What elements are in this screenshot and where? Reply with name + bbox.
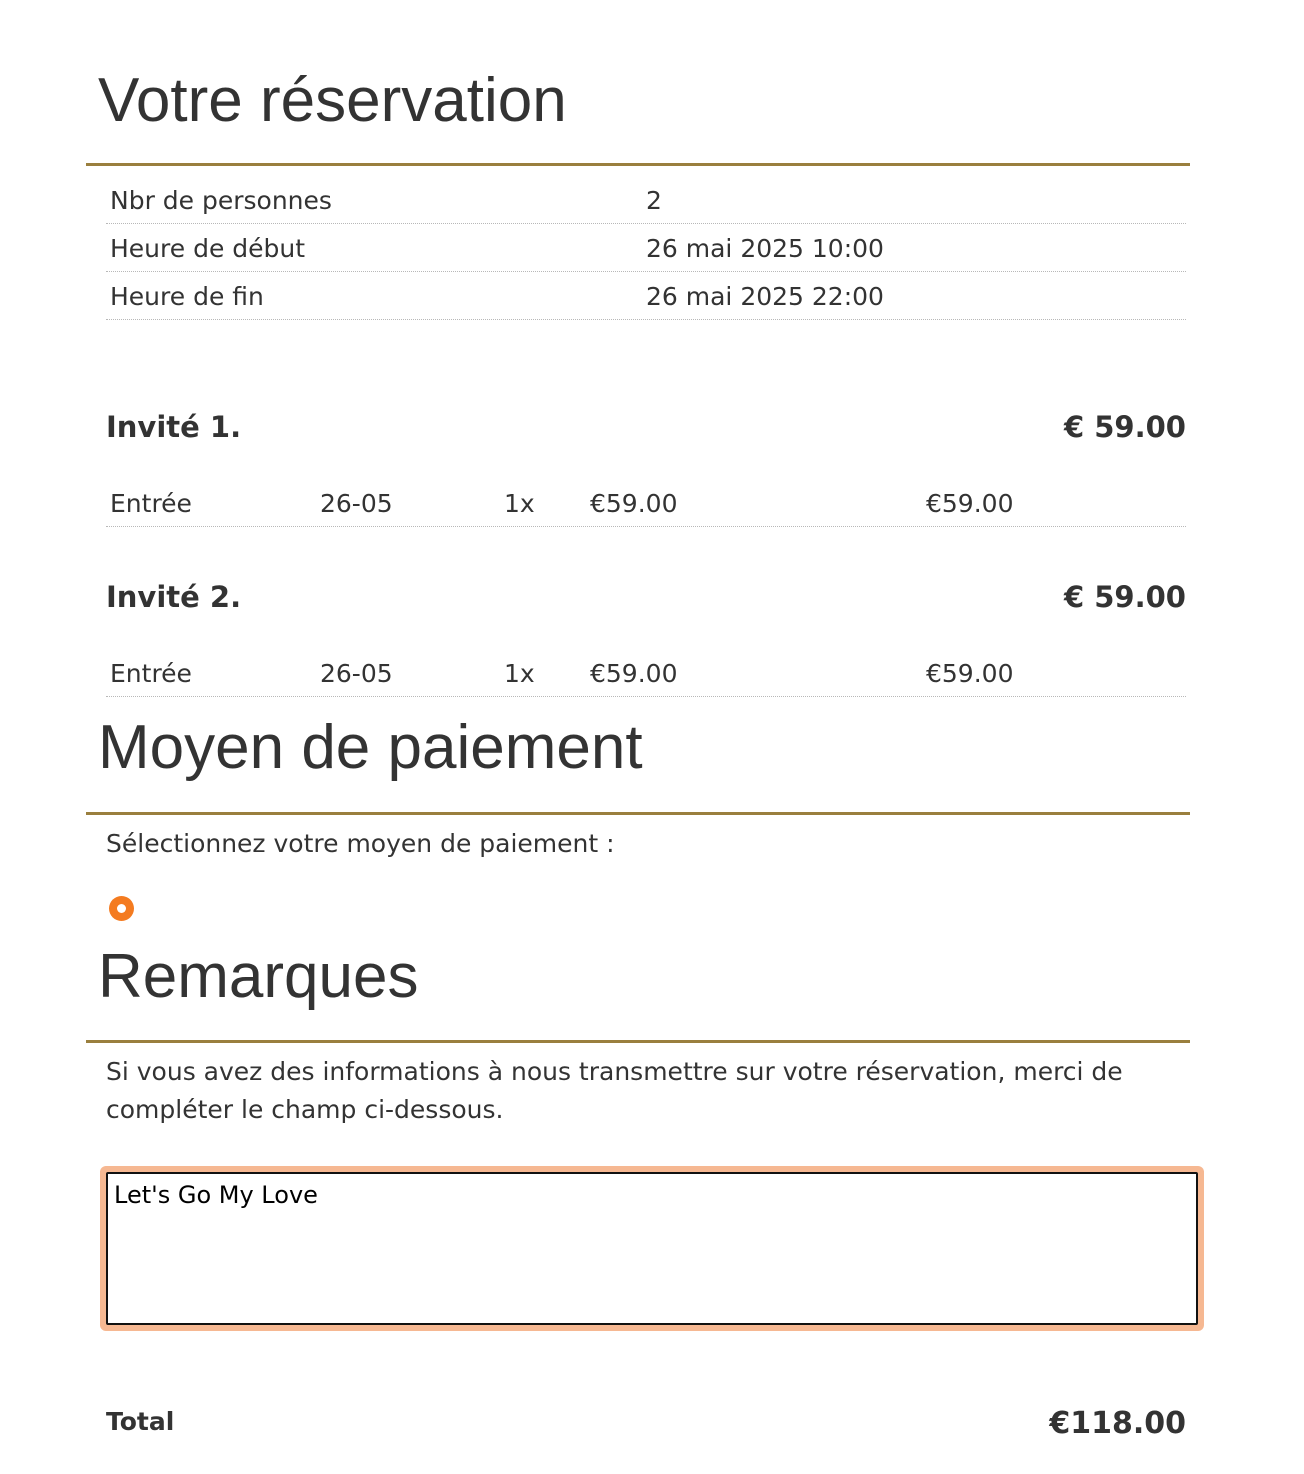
- guest-name: Invité 1.: [106, 410, 242, 444]
- guest-item-row: [106, 482, 1186, 527]
- guest-total: € 59.00: [1063, 580, 1186, 614]
- total-value: €118.00: [1049, 1406, 1186, 1441]
- detail-value: 26 mai 2025 22:00: [646, 282, 884, 311]
- reservation-divider: [86, 163, 1190, 166]
- guest-name: Invité 2.: [106, 580, 242, 614]
- remarks-title: Remarques: [98, 942, 419, 1011]
- item-date: 26-05: [320, 489, 393, 518]
- guest-header: [106, 407, 1186, 447]
- detail-value: 26 mai 2025 10:00: [646, 234, 884, 263]
- item-line-total: €59.00: [926, 659, 1014, 688]
- payment-divider: [86, 812, 1190, 815]
- item-quantity: 1x: [504, 659, 535, 688]
- remarks-description: Si vous avez des informations à nous transmettre sur votre réservation, merci de compléter le champ ci-dessous.: [106, 1057, 1123, 1124]
- guest-header: [106, 577, 1186, 617]
- item-line-total: €59.00: [926, 489, 1014, 518]
- item-unit-price: €59.00: [590, 659, 678, 688]
- item-date: 26-05: [320, 659, 393, 688]
- reservation-details: [106, 176, 1186, 320]
- remarks-focus-ring: [100, 1166, 1204, 1331]
- item-quantity: 1x: [504, 489, 535, 518]
- remarks-divider: [86, 1040, 1190, 1043]
- detail-value: 2: [646, 186, 662, 215]
- detail-label: Heure de début: [110, 234, 306, 263]
- guest-total: € 59.00: [1063, 410, 1186, 444]
- reservation-title: Votre réservation: [98, 66, 567, 135]
- remarks-textarea[interactable]: [106, 1172, 1198, 1325]
- detail-row-persons: [106, 176, 1186, 224]
- payment-title: Moyen de paiement: [98, 713, 643, 782]
- item-name: Entrée: [110, 489, 192, 518]
- detail-row-end: [106, 272, 1186, 320]
- detail-label: Nbr de personnes: [110, 186, 332, 215]
- guest-item-row: [106, 652, 1186, 697]
- detail-row-start: [106, 224, 1186, 272]
- payment-instruction: Sélectionnez votre moyen de paiement :: [106, 829, 615, 858]
- item-name: Entrée: [110, 659, 192, 688]
- total-label: Total: [106, 1407, 175, 1436]
- item-unit-price: €59.00: [590, 489, 678, 518]
- payment-method-radio[interactable]: [109, 896, 134, 921]
- detail-label: Heure de fin: [110, 282, 264, 311]
